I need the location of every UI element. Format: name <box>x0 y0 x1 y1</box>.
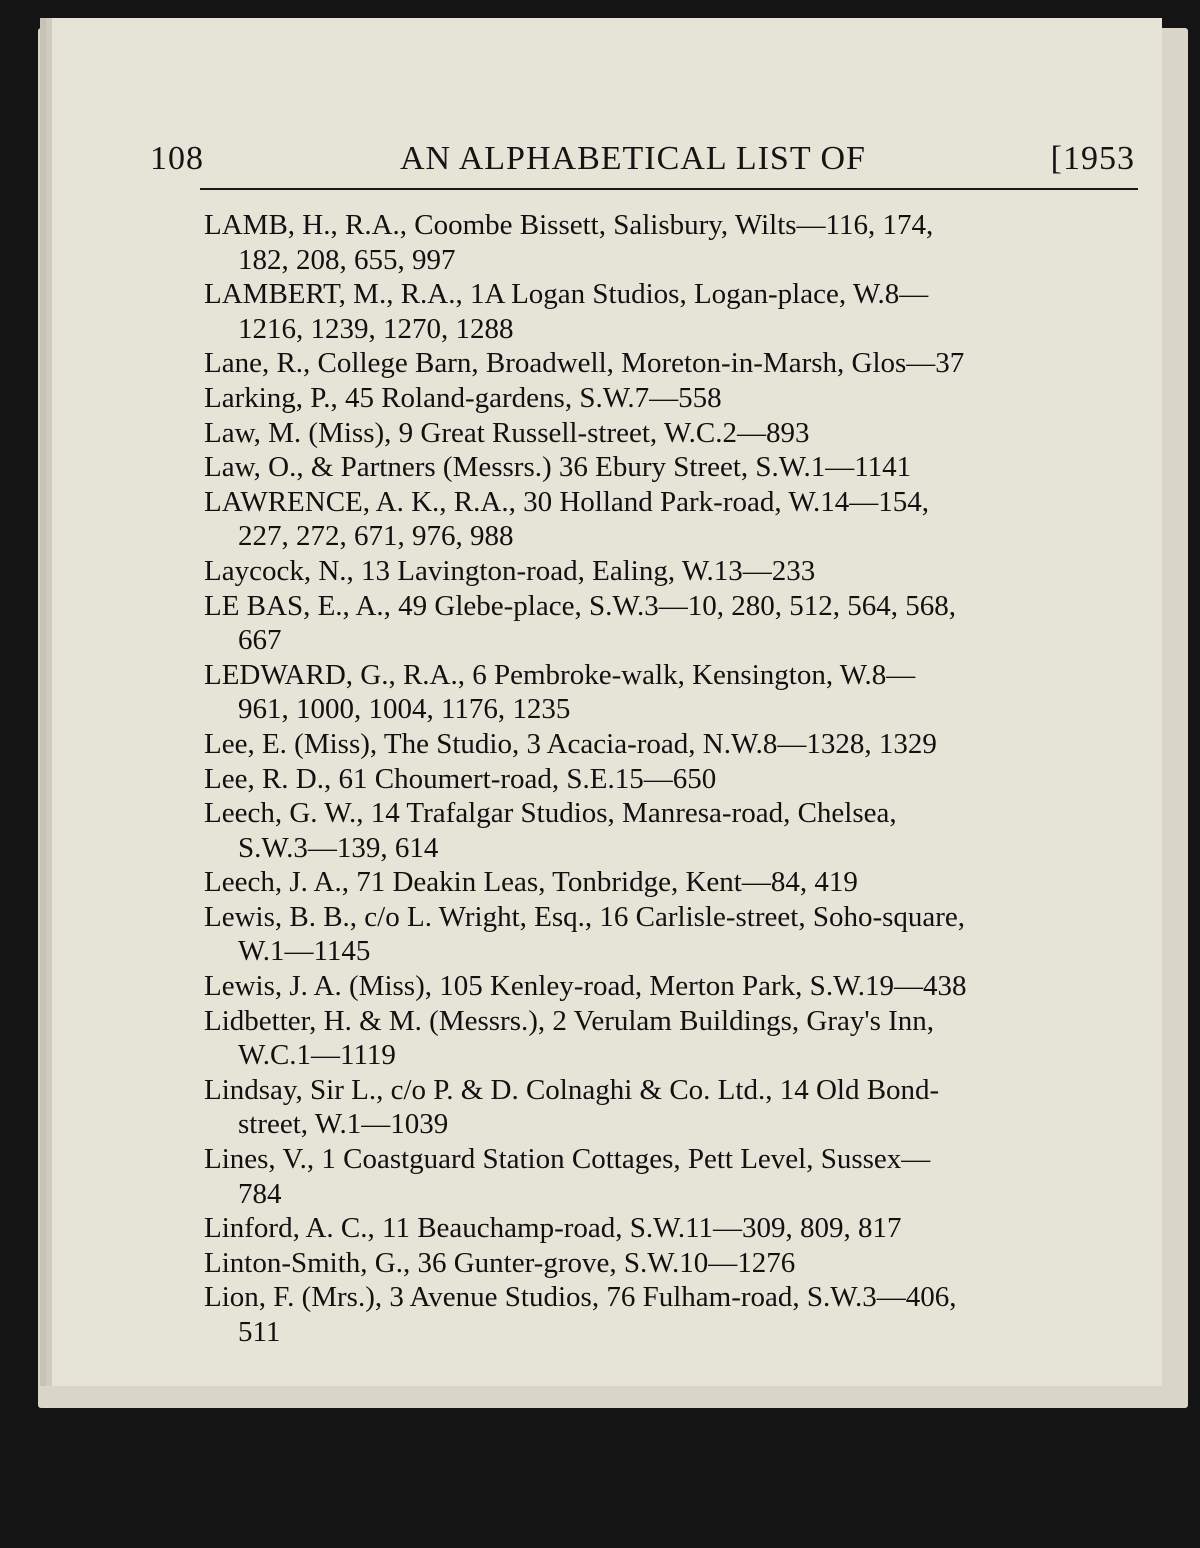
entry-line: Lidbetter, H. & M. (Messrs.), 2 Verulam Buildings, Gray's Inn, <box>204 1004 935 1037</box>
list-entry <box>204 762 1144 797</box>
entry-continuation-line: 784 <box>238 1177 282 1210</box>
entry-line: Lindsay, Sir L., c/o P. & D. Colnaghi & Co. Ltd., 14 Old Bond- <box>204 1073 940 1106</box>
entry-continuation-line: 227, 272, 671, 976, 988 <box>238 520 514 553</box>
entry-line: LAWRENCE, A. K., R.A., 30 Holland Park-road, W.14—154, <box>204 485 930 518</box>
entry-line: Leech, G. W., 14 Trafalgar Studios, Manresa-road, Chelsea, <box>204 797 897 830</box>
list-entry <box>204 208 1144 277</box>
entry-line: LAMBERT, M., R.A., 1A Logan Studios, Logan-place, W.8— <box>204 278 929 311</box>
list-entry <box>204 796 1144 865</box>
entry-line: Lee, E. (Miss), The Studio, 3 Acacia-road, N.W.8—1328, 1329 <box>204 727 937 760</box>
entry-line: Linton-Smith, G., 36 Gunter-grove, S.W.10—1276 <box>204 1246 796 1279</box>
entry-line: Lane, R., College Barn, Broadwell, Moreton-in-Marsh, Glos—37 <box>204 347 965 380</box>
entry-continuation-line: W.C.1—1119 <box>238 1039 396 1072</box>
entry-continuation-line: street, W.1—1039 <box>238 1108 449 1141</box>
list-entry <box>204 277 1144 346</box>
entry-line: Lewis, B. B., c/o L. Wright, Esq., 16 Carlisle-street, Soho-square, <box>204 900 966 933</box>
list-entry <box>204 1246 1144 1281</box>
header-rule <box>200 188 1138 190</box>
entry-line: Law, O., & Partners (Messrs.) 36 Ebury Street, S.W.1—1141 <box>204 451 912 484</box>
entry-continuation-line: 182, 208, 655, 997 <box>238 243 456 276</box>
list-entry <box>204 346 1144 381</box>
list-entry <box>204 1142 1144 1211</box>
entry-line: Laycock, N., 13 Lavington-road, Ealing, W.13—233 <box>204 554 816 587</box>
entry-line: Lewis, J. A. (Miss), 105 Kenley-road, Merton Park, S.W.19—438 <box>204 970 967 1003</box>
entry-continuation-line: 961, 1000, 1004, 1176, 1235 <box>238 693 571 726</box>
list-entry <box>204 658 1144 727</box>
entry-line: Leech, J. A., 71 Deakin Leas, Tonbridge, Kent—84, 419 <box>204 866 858 899</box>
list-entry <box>204 865 1144 900</box>
list-entry <box>204 1073 1144 1142</box>
entry-line: LE BAS, E., A., 49 Glebe-place, S.W.3—10, 280, 512, 564, 568, <box>204 589 957 622</box>
list-entry <box>204 416 1144 451</box>
page-number: 108 <box>150 140 204 177</box>
list-entry <box>204 727 1144 762</box>
entry-line: Lines, V., 1 Coastguard Station Cottages, Pett Level, Sussex— <box>204 1143 931 1176</box>
running-header <box>150 140 1135 180</box>
list-entry <box>204 900 1144 969</box>
list-entry <box>204 450 1144 485</box>
list-entry <box>204 1004 1144 1073</box>
list-entry <box>204 381 1144 416</box>
entry-line: Lion, F. (Mrs.), 3 Avenue Studios, 76 Fulham-road, S.W.3—406, <box>204 1281 957 1314</box>
entry-continuation-line: 667 <box>238 624 282 657</box>
list-entry <box>204 485 1144 554</box>
list-entry <box>204 1280 1144 1349</box>
entry-line: Linford, A. C., 11 Beauchamp-road, S.W.11—309, 809, 817 <box>204 1212 902 1245</box>
list-entry <box>204 589 1144 658</box>
entry-line: Law, M. (Miss), 9 Great Russell-street, W.C.2—893 <box>204 416 810 449</box>
running-title: AN ALPHABETICAL LIST OF <box>400 140 866 177</box>
list-entry <box>204 969 1144 1004</box>
list-entry <box>204 1211 1144 1246</box>
entry-line: LEDWARD, G., R.A., 6 Pembroke-walk, Kensington, W.8— <box>204 658 916 691</box>
entry-list <box>204 208 1144 1350</box>
entry-continuation-line: W.1—1145 <box>238 935 371 968</box>
entry-continuation-line: 1216, 1239, 1270, 1288 <box>238 312 514 345</box>
list-entry <box>204 554 1144 589</box>
year-label: [1953 <box>1050 140 1135 177</box>
entry-line: Lee, R. D., 61 Choumert-road, S.E.15—650 <box>204 762 717 795</box>
entry-continuation-line: S.W.3—139, 614 <box>238 831 439 864</box>
entry-line: Larking, P., 45 Roland-gardens, S.W.7—558 <box>204 381 722 414</box>
entry-continuation-line: 511 <box>238 1316 281 1348</box>
entry-line: LAMB, H., R.A., Coombe Bissett, Salisbury, Wilts—116, 174, <box>204 209 934 241</box>
